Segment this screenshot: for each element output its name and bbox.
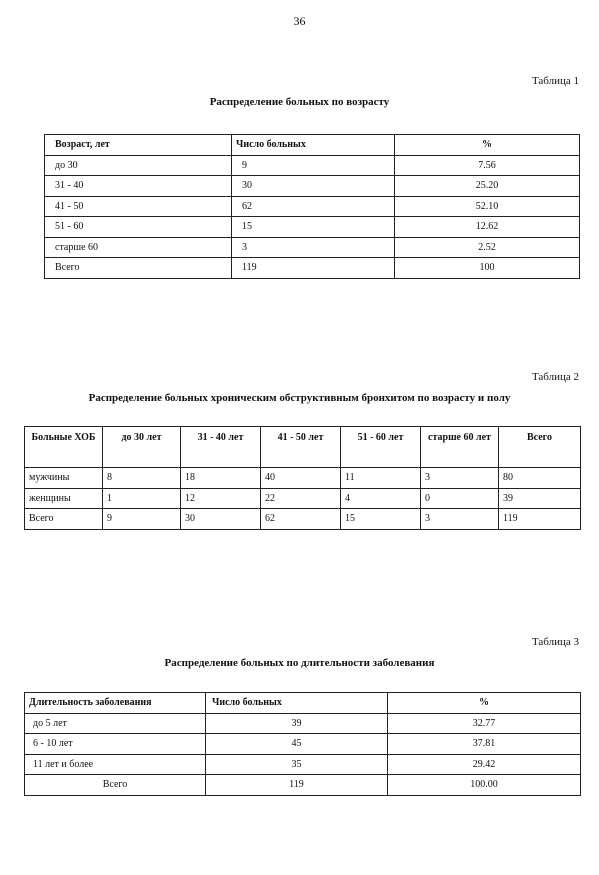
table-cell: 119 — [232, 258, 395, 279]
header-cell: Длительность заболевания — [25, 693, 206, 714]
table-row — [25, 775, 581, 796]
header-cell: % — [395, 135, 580, 156]
header-cell: % — [388, 693, 581, 714]
table-row — [25, 734, 581, 755]
table-cell: Всего — [45, 258, 232, 279]
table-cell: 3 — [421, 468, 499, 489]
header-cell: 31 - 40 лет — [181, 427, 261, 468]
table1 — [44, 134, 580, 279]
table-row — [45, 176, 580, 197]
table2 — [24, 426, 581, 530]
table-cell: 41 - 50 — [45, 196, 232, 217]
table-cell: 31 - 40 — [45, 176, 232, 197]
table-cell: 39 — [499, 488, 581, 509]
header-cell: старше 60 лет — [421, 427, 499, 468]
table-cell: женщины — [25, 488, 103, 509]
table-cell: 30 — [232, 176, 395, 197]
header-cell: Всего — [499, 427, 581, 468]
table-cell: 45 — [206, 734, 388, 755]
table-cell: мужчины — [25, 468, 103, 489]
table3-title: Распределение больных по длительности заболевания — [164, 657, 435, 669]
table-cell: 62 — [261, 509, 341, 530]
table1-title: Распределение больных по возрасту — [209, 96, 390, 108]
table-cell: 32.77 — [388, 713, 581, 734]
table-cell: 80 — [499, 468, 581, 489]
table-cell: 7.56 — [395, 155, 580, 176]
table-row — [25, 488, 581, 509]
header-cell: Число больных — [206, 693, 388, 714]
table-cell: старше 60 — [45, 237, 232, 258]
table-cell: 29.42 — [388, 754, 581, 775]
table-cell: 15 — [232, 217, 395, 238]
table-row — [25, 468, 581, 489]
table-cell: 8 — [103, 468, 181, 489]
table-cell: 35 — [206, 754, 388, 775]
table-cell: 9 — [232, 155, 395, 176]
table-cell: 3 — [421, 509, 499, 530]
table-cell: 11 лет и более — [25, 754, 206, 775]
table-cell: 15 — [341, 509, 421, 530]
header-cell: до 30 лет — [103, 427, 181, 468]
table-cell: 119 — [206, 775, 388, 796]
table3-label: Таблица 3 — [531, 636, 579, 648]
header-cell: Больные ХОБ — [25, 427, 103, 468]
header-cell: 41 - 50 лет — [261, 427, 341, 468]
table-row — [25, 509, 581, 530]
table-row — [45, 217, 580, 238]
table-cell: 100 — [395, 258, 580, 279]
table-cell: 62 — [232, 196, 395, 217]
table-cell: 25.20 — [395, 176, 580, 197]
table-row — [25, 754, 581, 775]
header-cell: 51 - 60 лет — [341, 427, 421, 468]
table-cell: 18 — [181, 468, 261, 489]
table-cell: 3 — [232, 237, 395, 258]
table-cell: 0 — [421, 488, 499, 509]
header-cell: Возраст, лет — [45, 135, 232, 156]
table-cell: 9 — [103, 509, 181, 530]
table-cell: 37.81 — [388, 734, 581, 755]
table-row — [45, 155, 580, 176]
table-row — [45, 196, 580, 217]
table-cell: до 5 лет — [25, 713, 206, 734]
table-header-row — [45, 135, 580, 156]
page-number: 36 — [293, 14, 306, 28]
table-cell: 4 — [341, 488, 421, 509]
table-cell: 30 — [181, 509, 261, 530]
table-cell: 1 — [103, 488, 181, 509]
table2-title: Распределение больных хроническим обструктивным бронхитом по возрасту и полу — [88, 392, 511, 404]
table-cell: 6 - 10 лет — [25, 734, 206, 755]
table-cell: 2.52 — [395, 237, 580, 258]
table-cell: 100.00 — [388, 775, 581, 796]
table3 — [24, 692, 581, 796]
table-cell: 119 — [499, 509, 581, 530]
table-cell: 12 — [181, 488, 261, 509]
table1-label: Таблица 1 — [531, 75, 579, 87]
table-cell: до 30 — [45, 155, 232, 176]
table-cell: 11 — [341, 468, 421, 489]
table-cell: 40 — [261, 468, 341, 489]
table-header-row — [25, 693, 581, 714]
header-cell: Число больных — [232, 135, 395, 156]
table-row — [45, 258, 580, 279]
table-header-row — [25, 427, 581, 468]
table-cell: Всего — [25, 775, 206, 796]
table-row — [45, 237, 580, 258]
table-cell: 12.62 — [395, 217, 580, 238]
table-row — [25, 713, 581, 734]
table-cell: 52.10 — [395, 196, 580, 217]
table-cell: 51 - 60 — [45, 217, 232, 238]
table-cell: 39 — [206, 713, 388, 734]
table-cell: Всего — [25, 509, 103, 530]
table2-label: Таблица 2 — [531, 371, 579, 383]
table-cell: 22 — [261, 488, 341, 509]
